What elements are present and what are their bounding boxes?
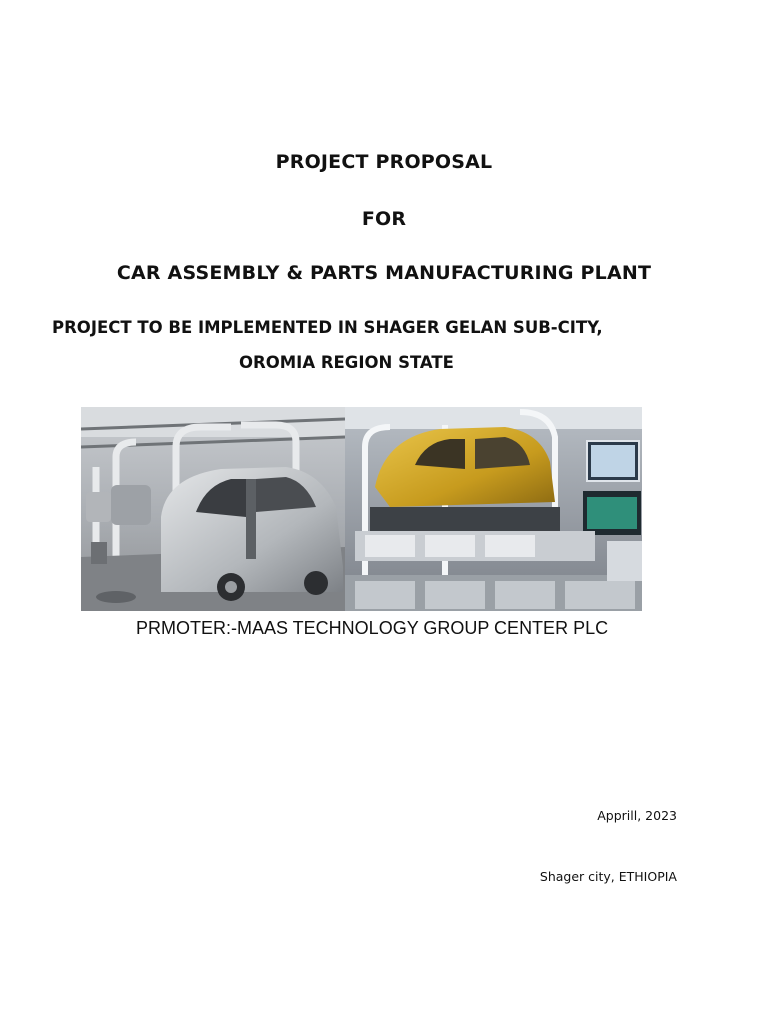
car-assembly-line-silver-photo [81, 407, 345, 611]
title-line-2: FOR [361, 208, 407, 230]
title-line-1: PROJECT PROPOSAL [275, 151, 493, 173]
document-place: Shager city, ETHIOPIA [539, 869, 677, 884]
promoter-line: PRMOTER:-MAAS TECHNOLOGY GROUP CENTER PLC [136, 618, 609, 638]
title-line-3: CAR ASSEMBLY & PARTS MANUFACTURING PLANT [116, 262, 652, 284]
car-assembly-line-gold-photo [345, 407, 642, 611]
location-line-1: PROJECT TO BE IMPLEMENTED IN SHAGER GELAN SUB-CITY, [52, 318, 603, 337]
location-line-2: OROMIA REGION STATE [239, 353, 454, 372]
document-date: Apprill, 2023 [597, 808, 677, 823]
